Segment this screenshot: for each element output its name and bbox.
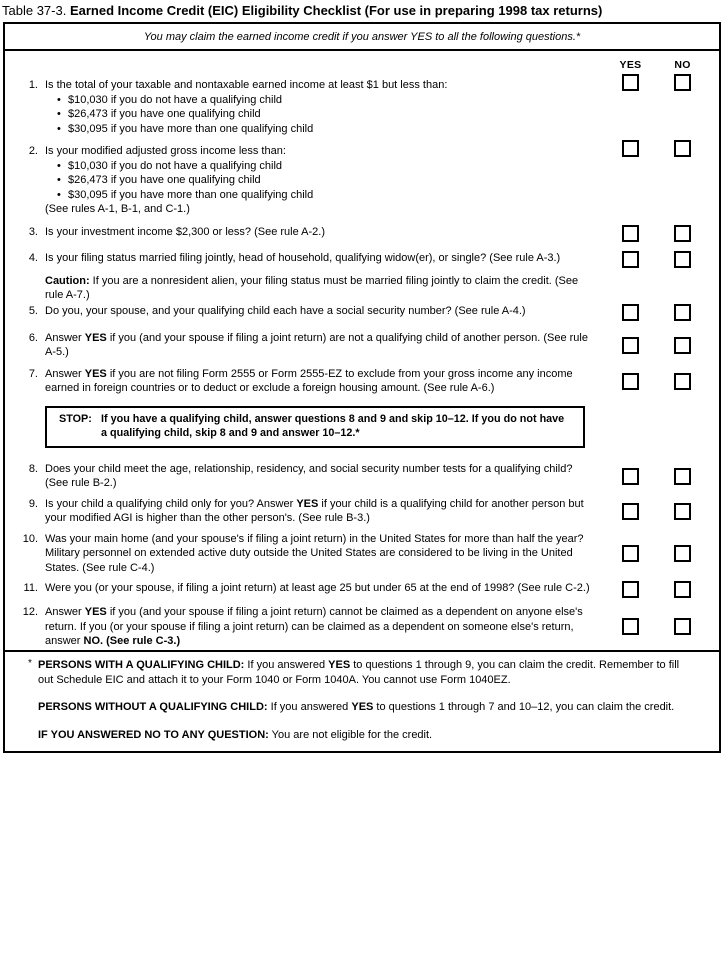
stop-box — [45, 406, 585, 448]
q9-checkboxes — [622, 503, 691, 520]
q11-no-checkbox[interactable] — [674, 581, 691, 598]
question-row-10 — [5, 532, 719, 576]
checklist-box — [3, 22, 721, 753]
q9-no-checkbox[interactable] — [674, 503, 691, 520]
bullet-text: $30,095 if you have more than one qualifying child — [68, 122, 314, 135]
question-row-9 — [5, 497, 719, 526]
footnote-text: PERSONS WITH A QUALIFYING CHILD: If you answered YES to questions 1 through 9, you can claim the credit. Remember to fill out Schedule EIC and attach it to your Form 1040 or Form 1040A. You cannot use Form 1040EZ. — [38, 659, 680, 686]
question-number: 5. — [28, 304, 38, 317]
q12-yes-checkbox[interactable] — [622, 618, 639, 635]
question-number: 6. — [28, 331, 38, 344]
question-number: 10. — [22, 532, 38, 545]
bullet-icon: • — [57, 108, 61, 120]
q8-checkboxes — [622, 468, 691, 485]
bullet-text: $26,473 if you have one qualifying child — [68, 174, 261, 186]
question-number: 9. — [28, 497, 38, 510]
footnote-answered-no — [38, 728, 697, 743]
q3-yes-checkbox[interactable] — [622, 225, 639, 242]
stop-text: If you have a qualifying child, answer questions 8 and 9 and skip 10–12. If you do not have a qualifying child, skip 8 and 9 and answer 10–12.* — [101, 412, 565, 439]
bullet-text: $10,030 if you do not have a qualifying child — [68, 159, 283, 172]
q10-checkboxes — [622, 545, 691, 562]
question-text: Is the total of your taxable and nontaxable earned income at least $1 but less than: — [45, 79, 448, 91]
q2-checkboxes — [622, 140, 691, 157]
q10-yes-checkbox[interactable] — [622, 545, 639, 562]
question-text: Is your investment income $2,300 or less? (See rule A-2.) — [45, 225, 326, 238]
q4-checkboxes — [622, 251, 691, 268]
q9-yes-checkbox[interactable] — [622, 503, 639, 520]
q1-yes-checkbox[interactable] — [622, 74, 639, 91]
question-number: 11. — [23, 582, 38, 594]
question-text: Answer YES if you (and your spouse if filing a joint return) are not a qualifying child of another person. (See rule A-5.) — [45, 331, 588, 358]
footnotes-section — [5, 650, 719, 751]
question-row-1 — [5, 78, 719, 136]
caution-text: Caution: If you are a nonresident alien, your filing status must be married filing jointly to claim the credit. (See rule A-7.) — [45, 274, 579, 301]
table-number: Table 37-3. — [2, 3, 70, 18]
bullet-text: $26,473 if you have one qualifying child — [68, 108, 261, 120]
footnote-without-child — [38, 700, 697, 715]
footnote-text: PERSONS WITHOUT A QUALIFYING CHILD: If you answered YES to questions 1 through 7 and 10–12, you can claim the credit. — [38, 701, 675, 713]
bullet-icon: • — [57, 174, 61, 186]
no-column-header: NO — [674, 59, 691, 71]
q3-checkboxes — [622, 225, 691, 242]
question-number: 7. — [28, 367, 38, 380]
q5-yes-checkbox[interactable] — [622, 304, 639, 321]
bullet-text: $10,030 if you do not have a qualifying child — [68, 93, 283, 106]
question-text: Is your modified adjusted gross income less than: — [45, 145, 286, 157]
table-title: Earned Income Credit (EIC) Eligibility Checklist (For use in preparing 1998 tax returns) — [69, 3, 603, 18]
stop-label: STOP: — [59, 412, 92, 425]
footnote-text: IF YOU ANSWERED NO TO ANY QUESTION: You are not eligible for the credit. — [38, 728, 433, 741]
question-number: 3. — [28, 225, 38, 238]
q11-yes-checkbox[interactable] — [622, 581, 639, 598]
q1-no-checkbox[interactable] — [674, 74, 691, 91]
question-number: 8. — [28, 462, 38, 475]
q4-no-checkbox[interactable] — [674, 251, 691, 268]
question-text: Answer YES if you are not filing Form 2555 or Form 2555-EZ to exclude from your gross income any income earned in foreign countries or to deduct or exclude a foreign housing amount. (See rule A-6.) — [45, 367, 573, 394]
question-row-4 — [5, 251, 719, 268]
q7-checkboxes — [622, 373, 691, 390]
bullet-icon: • — [57, 188, 61, 201]
bullet-icon: • — [57, 122, 61, 135]
footnote-with-child — [28, 658, 697, 687]
question-row-7 — [5, 367, 719, 396]
q2-yes-checkbox[interactable] — [622, 140, 639, 157]
question-text: Do you, your spouse, and your qualifying child each have a social security number? (See rule A-4.) — [45, 304, 526, 317]
q8-no-checkbox[interactable] — [674, 468, 691, 485]
question-text: Answer YES if you (and your spouse if filing a joint return) cannot be claimed as a dependent on anyone else's return. If you (or your spouse if filing a joint return) can be claimed as a dependent on someone else's return, answer NO. (See rule C-3.) — [45, 606, 583, 647]
q6-no-checkbox[interactable] — [674, 337, 691, 354]
question-row-6 — [5, 331, 719, 360]
question-number: 2. — [28, 145, 38, 157]
q11-checkboxes — [622, 581, 691, 598]
question-note: (See rules A-1, B-1, and C-1.) — [45, 203, 190, 215]
q6-yes-checkbox[interactable] — [622, 337, 639, 354]
q12-no-checkbox[interactable] — [674, 618, 691, 635]
intro-statement: You may claim the earned income credit if you answer YES to all the following questions.* — [5, 24, 719, 51]
q4-yes-checkbox[interactable] — [622, 251, 639, 268]
caution-row — [5, 274, 719, 303]
q10-no-checkbox[interactable] — [674, 545, 691, 562]
question-number: 12. — [22, 606, 38, 618]
bullet-icon: • — [57, 93, 61, 106]
question-text: Was your main home (and your spouse's if filing a joint return) in the United States for more than half the year? Military personnel on extended active duty outside the United States are considered to be living in the United States. (See rule C-4.) — [45, 532, 584, 574]
q1-checkboxes — [622, 74, 691, 91]
question-number: 1. — [28, 79, 38, 91]
question-text: Were you (or your spouse, if filing a joint return) at least age 25 but under 65 at the end of 1998? (See rule C-2.) — [45, 582, 590, 594]
yes-column-header: YES — [619, 59, 642, 71]
q3-no-checkbox[interactable] — [674, 225, 691, 242]
q6-checkboxes — [622, 337, 691, 354]
question-row-8 — [5, 462, 719, 491]
page-title — [2, 3, 602, 18]
bullet-text: $30,095 if you have more than one qualifying child — [68, 188, 314, 201]
question-text: Is your child a qualifying child only for you? Answer YES if your child is a qualifying child for another person but your modified AGI is higher than the other person's. (See rule B-3.) — [45, 497, 584, 524]
question-row-12 — [5, 605, 719, 649]
q8-yes-checkbox[interactable] — [622, 468, 639, 485]
question-text: Is your filing status married filing jointly, head of household, qualifying widow(er), or single? (See rule A-3.) — [45, 251, 561, 264]
question-row-2 — [5, 144, 719, 217]
q2-no-checkbox[interactable] — [674, 140, 691, 157]
q5-checkboxes — [622, 304, 691, 321]
yes-no-header — [619, 59, 691, 71]
q7-yes-checkbox[interactable] — [622, 373, 639, 390]
column-headers — [5, 59, 719, 72]
q12-checkboxes — [622, 618, 691, 635]
q7-no-checkbox[interactable] — [674, 373, 691, 390]
questions-section — [5, 59, 719, 649]
q5-no-checkbox[interactable] — [674, 304, 691, 321]
question-number: 4. — [28, 251, 38, 264]
bullet-icon: • — [57, 159, 61, 172]
question-text: Does your child meet the age, relationship, residency, and social security number tests for a qualifying child? (See rule B-2.) — [45, 462, 573, 489]
asterisk-marker: * — [28, 658, 32, 669]
question-row-3 — [5, 225, 719, 242]
question-row-11 — [5, 581, 719, 598]
question-row-5 — [5, 304, 719, 321]
